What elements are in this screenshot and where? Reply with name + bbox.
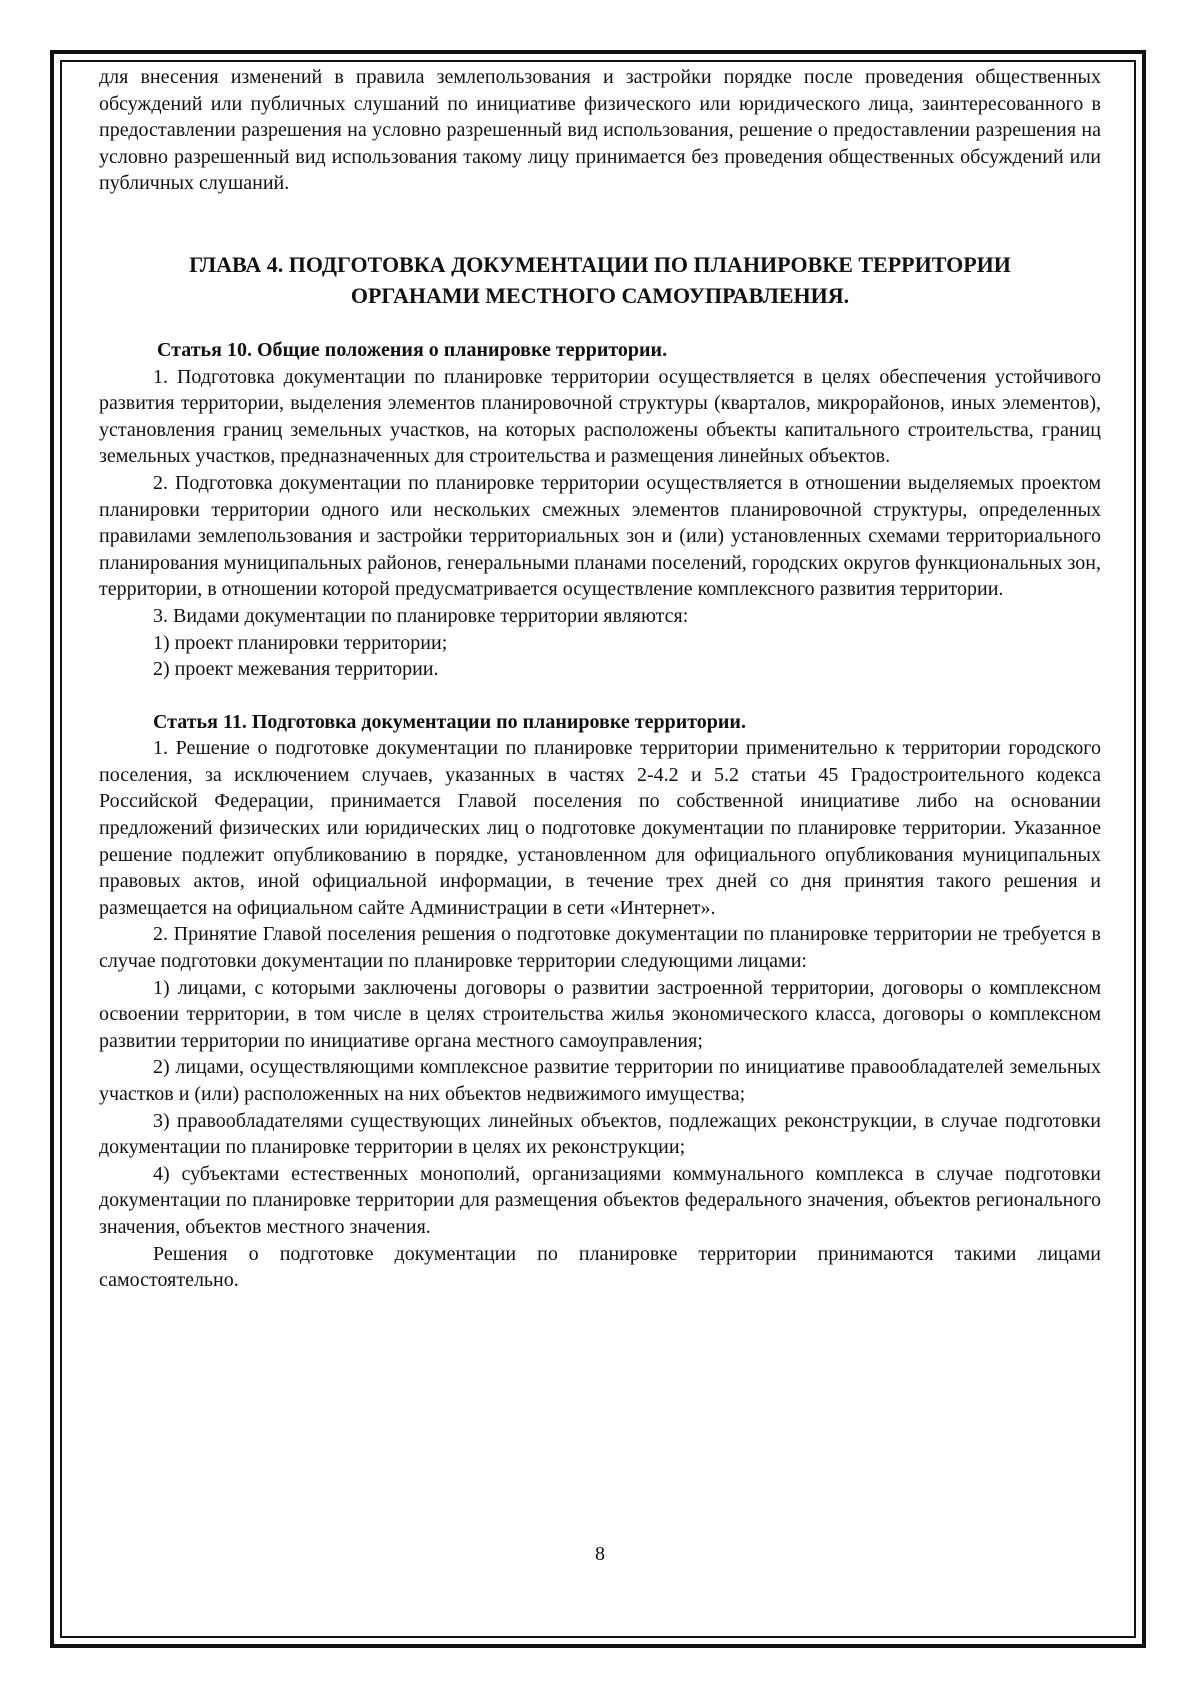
article-11-paragraph-3: Решения о подготовке документации по планировке территории принимаются такими лицами самостоятельно. [99,1242,1101,1292]
article-11-list-item-1: 1) лицами, с которыми заключены договоры о развитии застроенной территории, договоры о комплексном освоении территории, в том числе в целях строительства жилья экономического класса, договоры о комплексном развитии территории по инициативе органа местного самоуправления; [99,976,1101,1052]
article-10-paragraph-1: 1. Подготовка документации по планировке территории осуществляется в целях обеспечения устойчивого развития территории, выделения элементов планировочной структуры (кварталов, микрорайонов, иных элементов), установления границ земельных участков, на которых расположены объекты капитального строительства, границ земельных участков, предназначенных для строительства и размещения линейных объектов. [99,365,1101,468]
article-10-list-item-1: 1) проект планировки территории; [153,631,448,654]
article-10-paragraph-2: 2. Подготовка документации по планировке территории осуществляется в отношении выделяемых проектом планировки территории одного или нескольких смежных элементов планировочной структуры, определенных правилами землепользования и застройки территориальных зон и (или) установленных схемами территориального планирования муниципальных районов, генеральными планами поселений, городских округов функциональных зон, территории, в отношении которой предусматривается осуществление комплексного развития территории. [99,471,1101,601]
article-11-list-item-3: 3) правообладателями существующих линейных объектов, подлежащих реконструкции, в случае подготовки документации по планировке территории в целях их реконструкции; [99,1109,1101,1159]
chapter-heading-line1: ГЛАВА 4. ПОДГОТОВКА ДОКУМЕНТАЦИИ ПО ПЛАНИРОВКЕ ТЕРРИТОРИИ [189,251,1011,277]
article-11-paragraph-2: 2. Принятие Главой поселения решения о подготовке документации по планировке территории не требуется в случае подготовки документации по планировке территории следующими лицами: [99,923,1101,973]
article-11-title: Статья 11. Подготовка документации по планировке территории. [153,710,746,733]
page-number: 8 [595,1543,605,1565]
chapter-heading [99,249,1101,311]
article-10-list-item-2: 2) проект межевания территории. [153,658,439,681]
article-10-paragraph-3: 3. Видами документации по планировке территории являются: [153,604,689,627]
document-body [99,64,1101,1604]
article-10-title: Статья 10. Общие положения о планировке территории. [157,338,668,361]
article-11-list-item-4: 4) субъектами естественных монополий, организациями коммунального комплекса в случае подготовки документации по планировке территории для размещения объектов федерального значения, объектов регионального значения, объектов местного значения. [99,1162,1101,1238]
intro-paragraph: для внесения изменений в правила землепользования и застройки порядке после проведения общественных обсуждений или публичных слушаний по инициативе физического или юридического лица, заинтересованного в предоставлении разрешения на условно разрешенный вид использования, решение о предоставлении разрешения на условно разрешенный вид использования такому лицу принимается без проведения общественных обсуждений или публичных слушаний. [99,66,1101,195]
article-11-paragraph-1: 1. Решение о подготовке документации по планировке территории применительно к территории городского поселения, за исключением случаев, указанных в частях 2-4.2 и 5.2 статьи 45 Градостроительного кодекса Российской Федерации, принимается Главой поселения по собственной инициативе либо на основании предложений физических или юридических лиц о подготовке документации по планировке территории. Указанное решение подлежит опубликованию в порядке, установленном для официального опубликования муниципальных правовых актов, иной официальной информации, в течение трех дней со дня принятия такого решения и размещается на официальном сайте Администрации в сети «Интернет». [99,737,1101,919]
article-11-list-item-2: 2) лицами, осуществляющими комплексное развитие территории по инициативе правообладателей земельных участков и (или) расположенных на них объектов недвижимого имущества; [99,1056,1101,1105]
chapter-heading-line2: ОРГАНАМИ МЕСТНОГО САМОУПРАВЛЕНИЯ. [350,282,850,308]
